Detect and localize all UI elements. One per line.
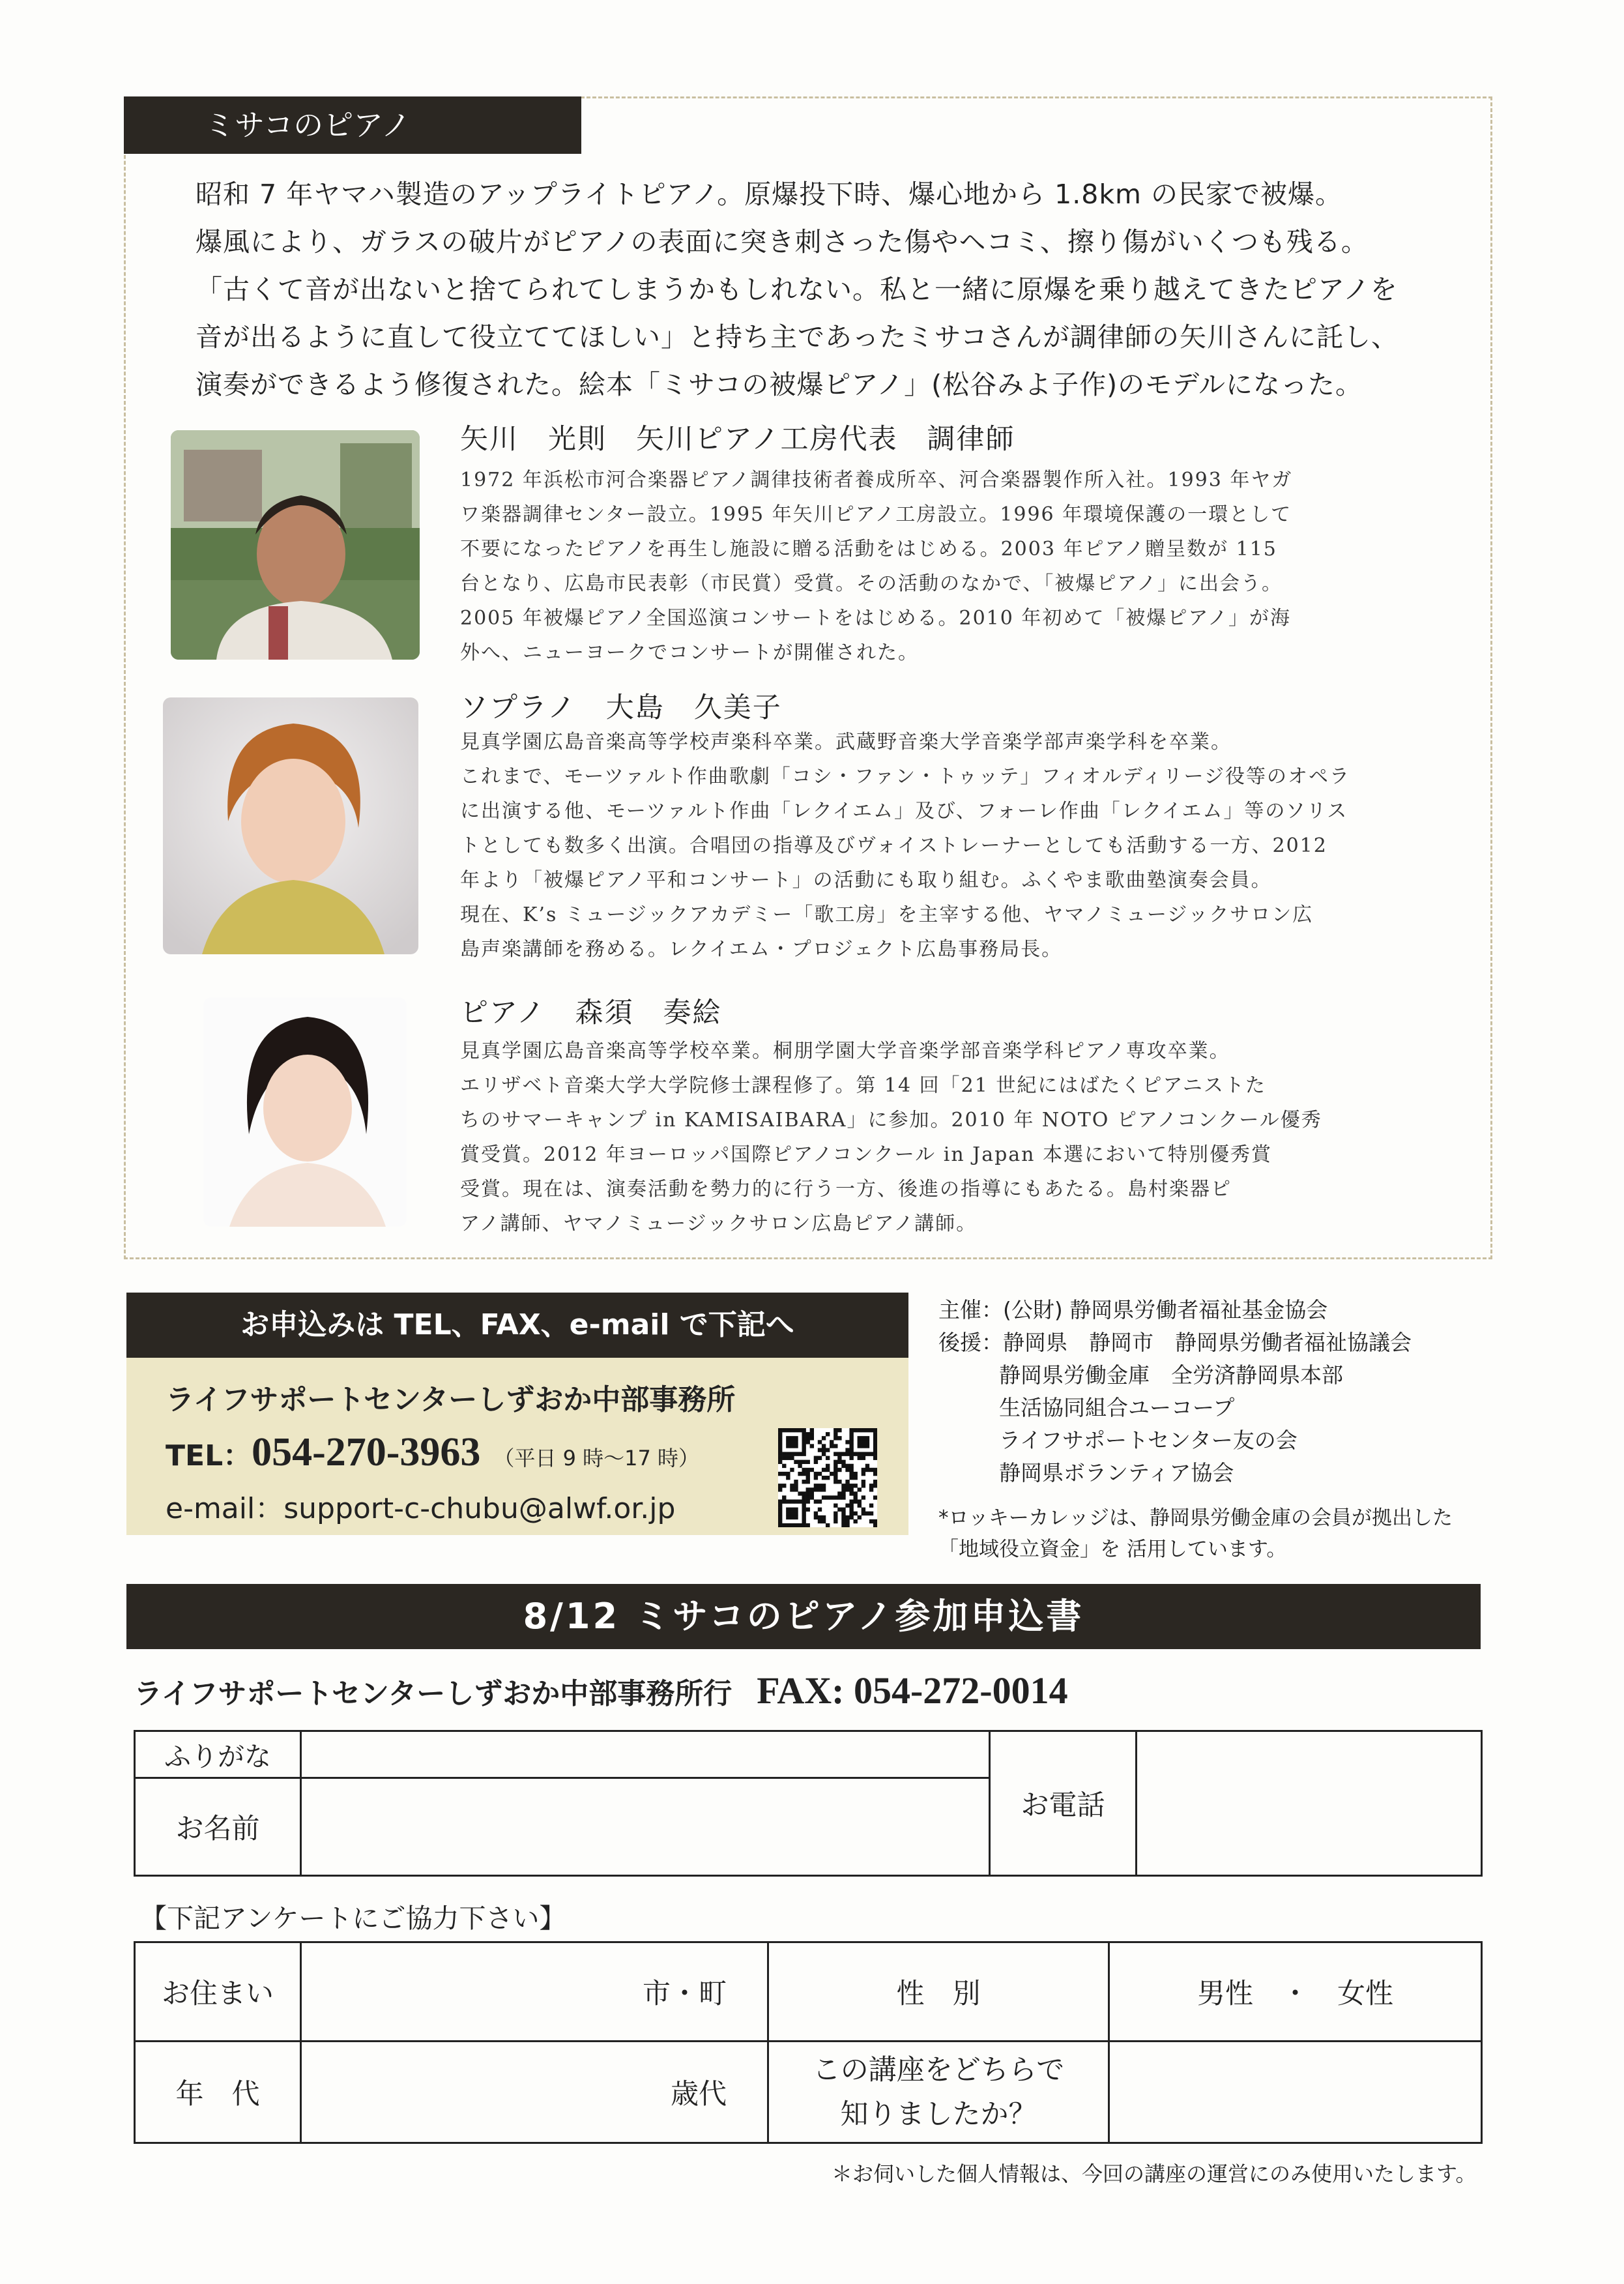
form-title: 8/12 ミサコのピアノ参加申込書 (126, 1584, 1481, 1649)
applicant-table (134, 1730, 1483, 1877)
support-line: 静岡県労働金庫 全労済静岡県本部 (999, 1362, 1343, 1388)
fund-note-line: 「地域役立資金」を 活用しています。 (938, 1538, 1287, 1561)
office-name: ライフサポートセンターしずおか中部事務所 (166, 1383, 736, 1416)
support-line: ライフサポートセンター友の会 (999, 1428, 1298, 1453)
address-label: お住まい (135, 1942, 301, 2042)
bio-text-oshima (460, 725, 1464, 967)
bio-line: ワ楽器調律センター設立。1995 年矢川ピアノ工房設立。1996 年環境保護の一環として (460, 503, 1292, 526)
how-known-line-1: この講座をどちらで (812, 2053, 1065, 2086)
support-line: 静岡県ボランティア協会 (999, 1460, 1234, 1486)
name-field[interactable] (301, 1778, 990, 1876)
bio-line: 外へ、ニューヨークでコンサートが開催された。 (460, 641, 919, 664)
how-known-label (768, 2042, 1109, 2143)
fund-note (938, 1502, 1453, 1565)
age-suffix: 歳代 (671, 2078, 727, 2111)
survey-note: 【下記アンケートにご協力下さい】 (140, 1903, 566, 1934)
bio-line: 2005 年被爆ピアノ全国巡演コンサートをはじめる。2010 年初めて「被爆ピアノ」が海 (460, 607, 1291, 630)
bio-line: アノ講師、ヤマノミュージックサロン広島ピアノ講師。 (460, 1212, 978, 1235)
contact-box (126, 1358, 908, 1535)
age-label: 年 代 (135, 2042, 301, 2143)
gender-label: 性 別 (768, 1942, 1109, 2042)
survey-table (134, 1941, 1483, 2144)
furigana-label: ふりがな (135, 1731, 301, 1778)
bio-line: エリザベト音楽大学大学院修士課程修了。第 14 回「21 世紀にはばたくピアニストた (460, 1074, 1266, 1097)
bio-line: 年より「被爆ピアノ平和コンサート」の活動にも取り組む。ふくやま歌曲塾演奏会員。 (460, 869, 1272, 892)
bio-line: 島声楽講師を務める。レクイエム・プロジェクト広島事務局長。 (460, 938, 1063, 961)
intro-line: 音が出るように直して役立ててほしい」と持ち主であったミサコさんが調律師の矢川さんに託し、 (196, 321, 1399, 353)
soprano-photo (163, 697, 418, 954)
phone-label: お電話 (990, 1731, 1137, 1876)
city-suffix: 市・町 (643, 1978, 727, 2010)
bio-line: 見真学園広島音楽高等学校声楽科卒業。武蔵野音楽大学音楽学部声楽学科を卒業。 (460, 731, 1232, 754)
bio-line: 不要になったピアノを再生し施設に贈る活動をはじめる。2003 年ピアノ贈呈数が 115 (460, 538, 1277, 561)
address-field[interactable] (301, 1942, 768, 2042)
phone-field[interactable] (1137, 1731, 1482, 1876)
bio-text-yagawa (460, 463, 1464, 670)
bio-line: 1972 年浜松市河合楽器ピアノ調律技術者養成所卒、河合楽器製作所入社。1993 年ヤガ (460, 469, 1293, 491)
bio-text-morisu (460, 1034, 1464, 1241)
bio-line: ちのサマーキャンプ in KAMISAIBARA」に参加。2010 年 NOTO ピアノコンクール優秀 (460, 1109, 1322, 1132)
privacy-note: ＊お伺いした個人情報は、今回の講座の運営にのみ使用いたします。 (832, 2161, 1477, 2186)
bio-line: 見真学園広島音楽高等学校卒業。桐朋学園大学音楽学部音楽学科ピアノ専攻卒業。 (460, 1040, 1230, 1062)
intro-text (196, 171, 1473, 409)
intro-line: 爆風により、ガラスの破片がピアノの表面に突き刺さった傷やヘコミ、擦り傷がいくつも残る。 (196, 226, 1369, 257)
section-title: ミサコのピアノ (124, 96, 581, 154)
gender-options[interactable]: 男性 ・ 女性 (1109, 1942, 1482, 2042)
form-recipient (134, 1669, 1068, 1712)
qr-code-icon[interactable] (778, 1428, 877, 1527)
furigana-field[interactable] (301, 1731, 990, 1778)
bio-line: トとしても数多く出演。合唱団の指導及びヴォイストレーナーとしても活動する一方、2012 (460, 834, 1327, 857)
how-known-line-2: 知りましたか？ (840, 2098, 1037, 2131)
contact-heading: お申込みは TEL、FAX、e-mail で下記へ (126, 1293, 908, 1358)
email-address[interactable]: e-mail：support-c-chubu@alwf.or.jp (166, 1492, 676, 1525)
pianist-photo (203, 997, 407, 1227)
intro-line: 昭和 7 年ヤマハ製造のアップライトピアノ。原爆投下時、爆心地から 1.8km の民家で被爆。 (196, 179, 1343, 210)
recipient-name: ライフサポートセンターしずおか中部事務所行 (134, 1677, 732, 1710)
bio-line: に出演する他、モーツァルト作曲「レクイエム」及び、フォーレ作曲「レクイエム」等のソリス (460, 800, 1348, 823)
tuner-photo (171, 430, 420, 660)
fax-number: FAX: 054-272-0014 (757, 1669, 1068, 1712)
bio-line: 現在、K’s ミュージックアカデミー「歌工房」を主宰する他、ヤマノミュージックサロン広 (460, 903, 1314, 926)
name-label: お名前 (135, 1778, 301, 1876)
tel-number[interactable]: 054-270-3963 (252, 1430, 481, 1474)
age-field[interactable] (301, 2042, 768, 2143)
fund-note-line: *ロッキーカレッジは、静岡県労働金庫の会員が拠出した (938, 1506, 1453, 1530)
support-line: 生活協同組合ユーコープ (999, 1395, 1235, 1420)
host-line: 主催：(公財) 静岡県労働者福祉基金協会 (938, 1297, 1328, 1323)
how-known-field[interactable] (1109, 2042, 1482, 2143)
bio-line: これまで、モーツァルト作曲歌劇「コシ・ファン・トゥッテ」フィオルディリージ役等のオペラ (460, 765, 1350, 788)
bio-name-oshima: ソプラノ 大島 久美子 (460, 692, 782, 724)
tel-line (166, 1429, 699, 1476)
intro-line: 「古くて音が出ないと捨てられてしまうかもしれない。私と一緒に原爆を乗り越えてきたピアノを (196, 274, 1398, 305)
sponsor-list (938, 1294, 1412, 1489)
bio-name-yagawa: 矢川 光則 矢川ピアノ工房代表 調律師 (460, 423, 1015, 456)
bio-name-morisu: ピアノ 森須 奏絵 (460, 997, 722, 1029)
bio-line: 受賞。現在は、演奏活動を勢力的に行う一方、後進の指導にもあたる。島村楽器ピ (460, 1178, 1232, 1201)
bio-line: 台となり、広島市民表彰（市民賞）受賞。その活動のなかで、「被爆ピアノ」に出会う。 (460, 572, 1283, 595)
bio-line: 賞受賞。2012 年ヨーロッパ国際ピアノコンクール in Japan 本選において特別優秀賞 (460, 1143, 1273, 1166)
office-hours: （平日 9 時～17 時） (493, 1446, 700, 1471)
support-line: 後援：静岡県 静岡市 静岡県労働者福祉協議会 (938, 1330, 1412, 1355)
tel-label: TEL： (166, 1439, 252, 1472)
intro-line: 演奏ができるよう修復された。絵本「ミサコの被爆ピアノ」(松谷みよ子作)のモデルになった。 (196, 369, 1363, 400)
